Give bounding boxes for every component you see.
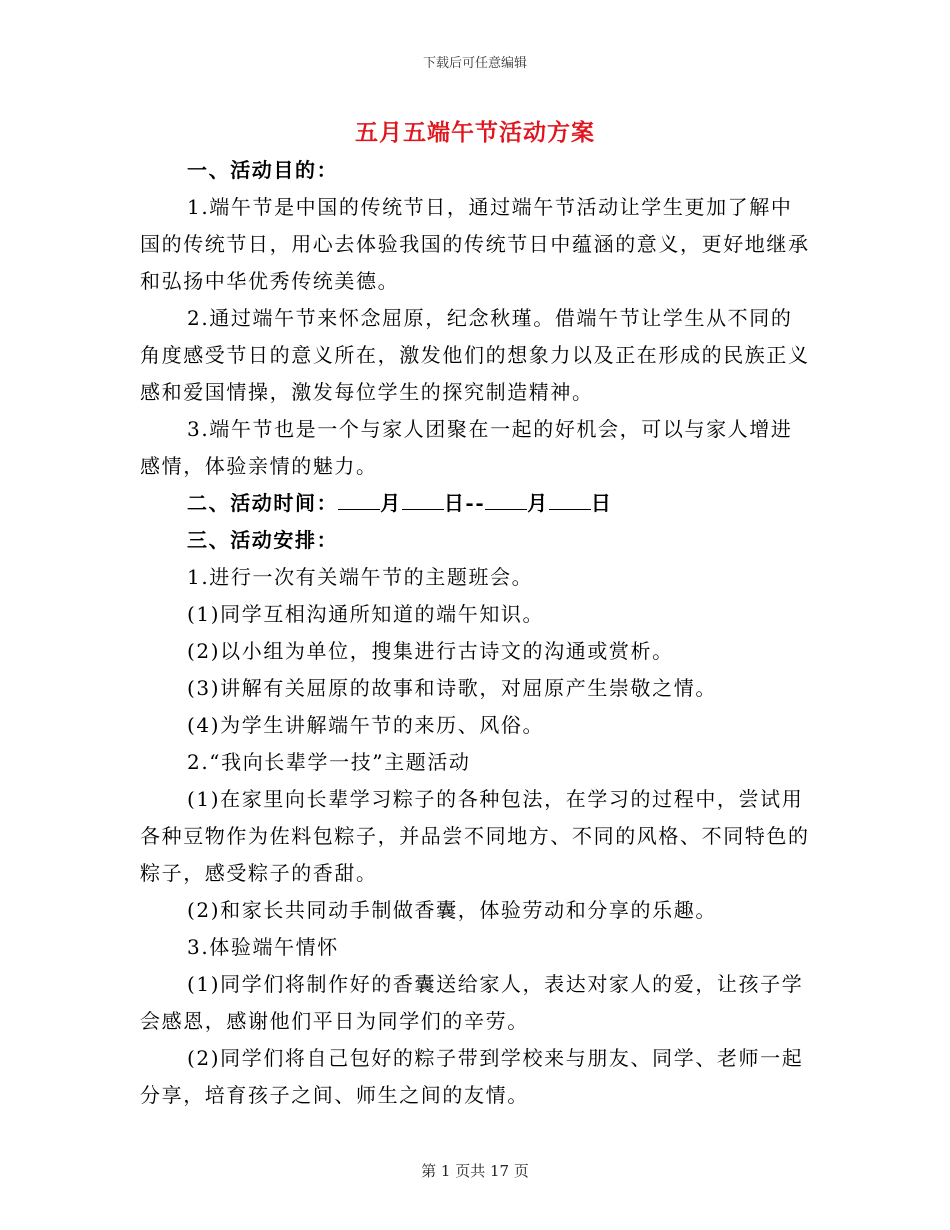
list-item: 3.体验端午情怀: [187, 935, 339, 959]
list-item: (2)同学们将自己包好的粽子带到学校来与朋友、同学、老师一起分享，培育孩子之间、师生之间的友情。: [140, 1046, 804, 1107]
list-item: 2.“我向长辈学一技”主题活动: [187, 750, 471, 774]
paragraph: 3.端午节也是一个与家人团聚在一起的好机会，可以与家人增进感情，体验亲情的魅力。: [140, 417, 793, 478]
header-note: 下载后可任意编辑: [422, 56, 527, 71]
section-heading-time-label: 二、活动时间：: [187, 491, 339, 515]
section-heading-purpose: 一、活动目的：: [187, 158, 339, 182]
blank-line: [338, 489, 380, 510]
blank-line: [485, 489, 527, 510]
date-unit-month: 月: [380, 491, 402, 515]
date-unit-month: 月: [527, 491, 549, 515]
paragraph: 2.通过端午节来怀念屈原，纪念秋瑾。借端午节让学生从不同的角度感受节日的意义所在，激发他们的想象力以及正在形成的民族正义感和爱国情操，激发每位学生的探究制造精神。: [140, 306, 810, 404]
date-unit-day: 日--: [443, 491, 486, 515]
document-body: [140, 152, 810, 1114]
list-item: 1.进行一次有关端午节的主题班会。: [187, 565, 534, 589]
list-item: (1)在家里向长辈学习粽子的各种包法，在学习的过程中，尝试用各种豆物作为佐料包粽子，并品尝不同地方、不同的风格、不同特色的粽子，感受粽子的香甜。: [140, 787, 810, 885]
list-item: (1)同学互相沟通所知道的端午知识。: [187, 602, 545, 626]
list-item: (1)同学们将制作好的香囊送给家人，表达对家人的爱，让孩子学会感恩，感谢他们平日为同学们的辛劳。: [140, 972, 804, 1033]
date-unit-day: 日: [590, 491, 613, 515]
document-title: 五月五端午节活动方案: [355, 119, 595, 146]
blank-line: [549, 489, 591, 510]
list-item: (3)讲解有关屈原的故事和诗歌，对屈原产生崇敬之情。: [187, 676, 717, 700]
list-item: (2)和家长共同动手制做香囊，体验劳动和分享的乐趣。: [187, 898, 717, 922]
blank-line: [402, 489, 444, 510]
list-item: (4)为学生讲解端午节的来历、风俗。: [187, 713, 545, 737]
section-heading-time: [140, 485, 810, 522]
section-heading-arrangement: 三、活动安排：: [187, 528, 339, 552]
list-item: (2)以小组为单位，搜集进行古诗文的沟通或赏析。: [187, 639, 674, 663]
page-footer: 第 1 页共 17 页: [421, 1162, 529, 1180]
paragraph: 1.端午节是中国的传统节日，通过端午节活动让学生更加了解中国的传统节日，用心去体验我国的传统节日中蕴涵的意义，更好地继承和弘扬中华优秀传统美德。: [140, 195, 810, 293]
